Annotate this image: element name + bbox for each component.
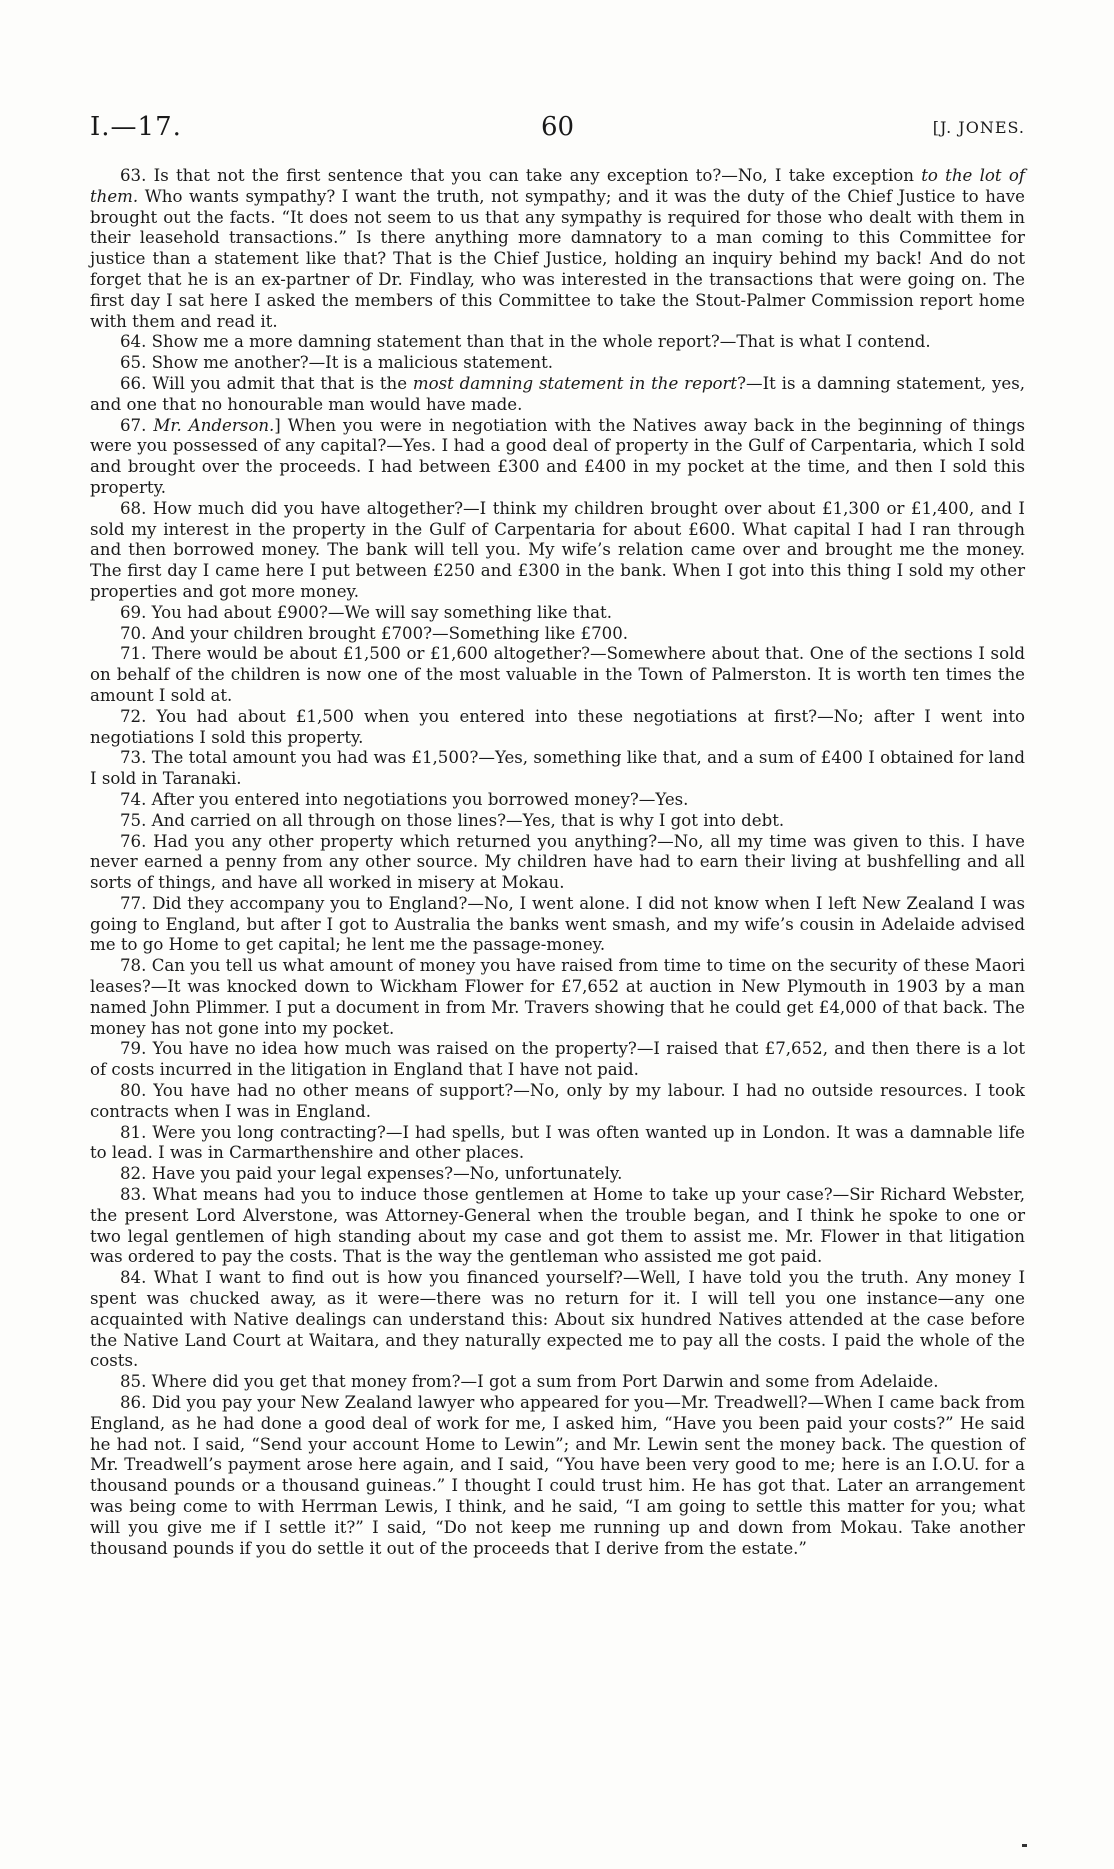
question-answer-paragraph <box>90 603 1025 624</box>
document-reference: I.—17. <box>90 112 182 142</box>
paragraph-text: 70. And your children brought £700?—Something like £700. <box>120 623 629 643</box>
paragraph-text: 65. Show me another?—It is a malicious statement. <box>120 353 554 373</box>
paragraph-text: 84. What I want to find out is how you financed yourself?—Well, I have told you the truth. Any money I spent was chucked away, as it were—there was no return for it. I will tell you one instance—any one acquainted with Native dealings can understand this: About six hundred Natives attended at the case before the Native Land Court at Waitara, and they naturally expected me to pay all the costs. I paid the whole of the costs. <box>90 1268 1025 1371</box>
paragraph-text: 79. You have no idea how much was raised on the property?—I raised that £7,652, and then there is a lot of costs incurred in the litigation in England that I have not paid. <box>90 1039 1025 1080</box>
paragraph-text: 85. Where did you get that money from?—I got a sum from Port Darwin and some from Adelaide. <box>120 1372 939 1392</box>
question-answer-paragraph <box>90 1164 1025 1185</box>
page-number: 60 <box>540 112 575 142</box>
witness-name: [J. JONES. <box>932 118 1025 137</box>
italic-text: to the lot of them. <box>90 166 1025 206</box>
paragraph-text: 78. Can you tell us what amount of money you have raised from time to time on the security of these Maori leases?—It was knocked down to Wickham Flower for £7,652 at auction in New Plymouth in 1903 by a man named John Plimmer. I put a document in from Mr. Travers showing that he could get £4,000 of that back. The money has not gone into my pocket. <box>90 956 1025 1038</box>
paragraph-text: ?—It is a damning statement, yes, and one that no honourable man would have made. <box>90 373 1025 414</box>
paragraph-text: 72. You had about £1,500 when you entered into these negotiations at first?—No; after I went into negotiations I sold this property. <box>90 706 1025 747</box>
question-answer-paragraph <box>90 166 1025 332</box>
paragraph-text: 77. Did they accompany you to England?—No, I went alone. I did not know when I left New Zealand I was going to England, but after I got to Australia the banks went smash, and my wife’s cousin in Adelaide advised me to go Home to get capital; he lent me the passage-money. <box>90 893 1025 955</box>
paragraph-text: 74. After you entered into negotiations you borrowed money?—Yes. <box>120 789 689 809</box>
question-answer-paragraph <box>90 748 1025 790</box>
paragraph-text: 68. How much did you have altogether?—I think my children brought over about £1,300 or £1,400, and I sold my interest in the property in the Gulf of Carpentaria for about £600. What capital I had I ran through and then borrowed money. The bank will tell you. My wife’s relation came over and brought me the money. The first day I came here I put between £250 and £300 in the bank. When I got into this thing I sold my other properties and got more money. <box>90 498 1025 601</box>
question-answer-paragraph <box>90 1372 1025 1393</box>
testimony-body <box>90 166 1025 1559</box>
paragraph-text: 82. Have you paid your legal expenses?—No, unfortunately. <box>120 1164 623 1184</box>
paragraph-text: ] When you were in negotiation with the Natives away back in the beginning of things were you possessed of any capital?—Yes. I had a good deal of property in the Gulf of Carpentaria, which I sold and brought over the proceeds. I had between £300 and £400 in my pocket at the time, and then I sold this property. <box>90 415 1025 497</box>
question-answer-paragraph <box>90 832 1025 894</box>
question-answer-paragraph <box>90 499 1025 603</box>
paragraph-text: 86. Did you pay your New Zealand lawyer who appeared for you—Mr. Treadwell?—When I came back from England, as he had done a good deal of work for me, I asked him, “Have you been paid your costs?” He said he had not. I said, “Send your account Home to Lewin”; and Mr. Lewin sent the money back. The question of Mr. Treadwell’s payment arose here again, and I said, “You have been very good to me; here is an I.O.U. for a thousand pounds or a thousand guineas.” I thought I could trust him. He has got that. Later an arrangement was being come to with Herrman Lewis, I think, and he said, “I am going to settle this matter for you; what will you give me if I settle it?” I said, “Do not keep me running up and down from Mokau. Take another thousand pounds if you do settle it out of the proceeds that I derive from the estate.” <box>90 1393 1025 1558</box>
question-answer-paragraph <box>90 1039 1025 1081</box>
paragraph-text: 67. <box>120 415 154 435</box>
paragraph-text: 71. There would be about £1,500 or £1,600 altogether?—Somewhere about that. One of the sections I sold on behalf of the children is now one of the most valuable in the Town of Palmerston. It is worth ten times the amount I sold at. <box>90 644 1025 705</box>
question-answer-paragraph <box>90 956 1025 1039</box>
question-answer-paragraph <box>90 624 1025 645</box>
paragraph-text: 80. You have had no other means of support?—No, only by my labour. I had no outside resources. I took contracts when I was in England. <box>90 1081 1025 1121</box>
question-answer-paragraph <box>90 1185 1025 1268</box>
question-answer-paragraph <box>90 790 1025 811</box>
question-answer-paragraph <box>90 332 1025 353</box>
italic-text: Mr. Anderson. <box>153 415 275 435</box>
question-answer-paragraph <box>90 374 1025 416</box>
page-header <box>90 112 1025 152</box>
paragraph-text: 73. The total amount you had was £1,500?—Yes, something like that, and a sum of £400 I obtained for land I sold in Taranaki. <box>90 748 1025 789</box>
paragraph-text: 69. You had about £900?—We will say something like that. <box>120 602 612 622</box>
question-answer-paragraph <box>90 707 1025 749</box>
question-answer-paragraph <box>90 353 1025 374</box>
question-answer-paragraph <box>90 416 1025 499</box>
paragraph-text: 81. Were you long contracting?—I had spells, but I was often wanted up in London. It was a damnable life to lead. I was in Carmarthenshire and other places. <box>90 1122 1025 1163</box>
question-answer-paragraph <box>90 1393 1025 1559</box>
paragraph-text: 66. Will you admit that that is the <box>120 373 413 393</box>
paragraph-text: 64. Show me a more damning statement than that in the whole report?—That is what I contend. <box>120 332 931 352</box>
question-answer-paragraph <box>90 811 1025 832</box>
question-answer-paragraph <box>90 1081 1025 1123</box>
italic-text: most damning statement in the report <box>412 373 738 393</box>
paragraph-text: 75. And carried on all through on those lines?—Yes, that is why I got into debt. <box>120 810 785 830</box>
question-answer-paragraph <box>90 1268 1025 1372</box>
paragraph-text: 83. What means had you to induce those gentlemen at Home to take up your case?—Sir Richard Webster, the present Lord Alverstone, was Attorney-General when the trouble began, and I think he spoke to one or two legal gentlemen of high standing about my case and got them to assist me. Mr. Flower in that litigation was ordered to pay the costs. That is the way the gentleman who assisted me got paid. <box>90 1185 1025 1267</box>
question-answer-paragraph <box>90 894 1025 956</box>
question-answer-paragraph <box>90 1123 1025 1165</box>
paragraph-text: 63. Is that not the first sentence that you can take any exception to?—No, I take exception <box>120 166 922 185</box>
paragraph-text: Who wants sympathy? I want the truth, not sympathy; and it was the duty of the Chief Justice to have brought out the facts. “It does not seem to us that any sympathy is required for those who dealt with them in their leasehold transactions.” Is there anything more damnatory to a man coming to this Committee for justice than a statement like that? That is the Chief Justice, holding an inquiry behind my back! And do not forget that he is an ex-partner of Dr. Findlay, who was interested in the transactions that were going on. The first day I sat here I asked the members of this Committee to take the Stout-Palmer Commission report home with them and read it. <box>90 186 1025 331</box>
print-speck <box>1022 1844 1027 1847</box>
question-answer-paragraph <box>90 644 1025 706</box>
paragraph-text: 76. Had you any other property which returned you anything?—No, all my time was given to this. I have never earned a penny from any other source. My children have had to earn their living at bushfelling and all sorts of things, and have all worked in misery at Mokau. <box>90 831 1025 893</box>
